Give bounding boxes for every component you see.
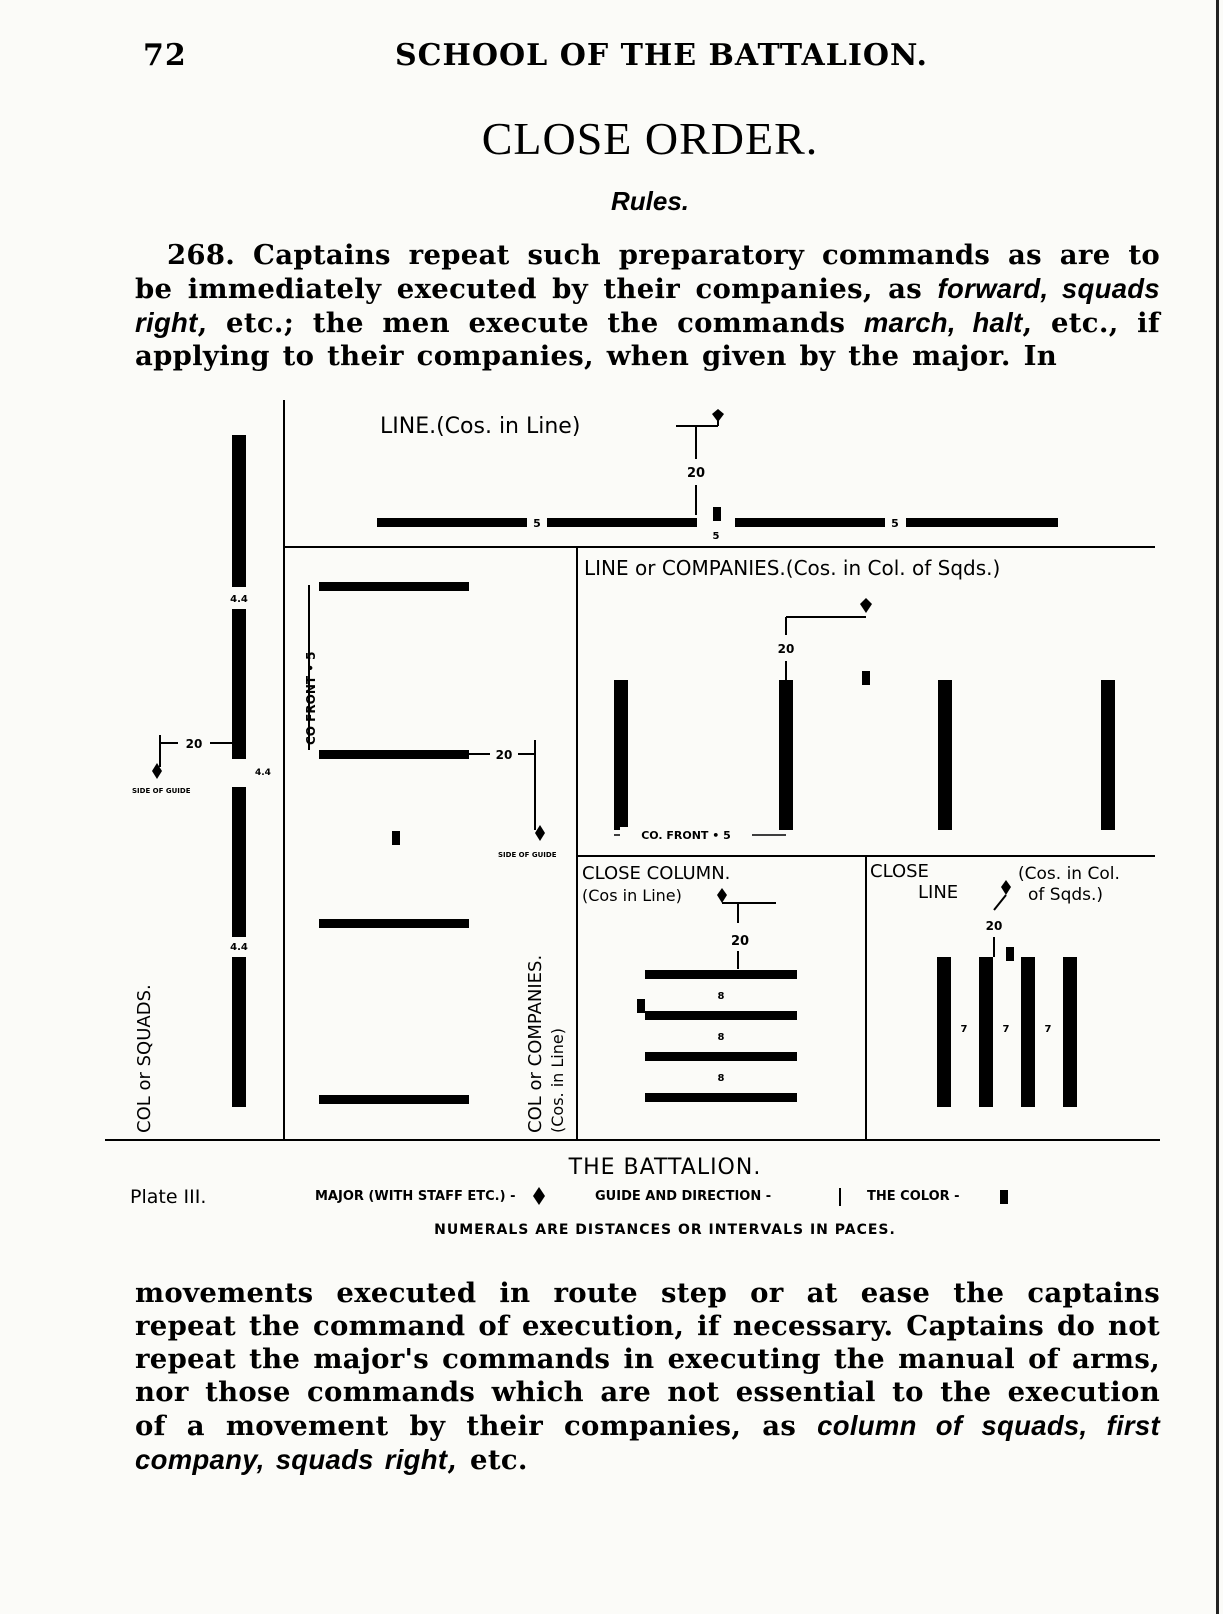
company-bar	[232, 609, 246, 759]
company-bar	[645, 1093, 797, 1102]
figure-note: NUMERALS ARE DISTANCES OR INTERVALS IN PACES.	[434, 1222, 896, 1238]
distance-label: 8	[717, 991, 725, 1002]
battalion-diagram	[100, 395, 1170, 1155]
company-bar	[735, 518, 885, 527]
distance-label: 4.4	[230, 942, 248, 953]
formation-label: LINE	[918, 882, 959, 903]
interval-label: 7	[960, 1024, 968, 1035]
major-icon	[1001, 880, 1011, 895]
page-header	[0, 34, 1223, 84]
figure-caption-title: THE BATTALION.	[568, 1155, 762, 1180]
plate-number: Plate III.	[130, 1186, 207, 1208]
legend-color: THE COLOR -	[867, 1189, 960, 1204]
major-icon	[860, 598, 872, 613]
formation-label: CLOSE COLUMN.	[582, 863, 731, 884]
company-bar	[614, 680, 628, 830]
co-front-label: CO. FRONT • 5	[641, 829, 731, 842]
formation-label: LINE or COMPANIES.(Cos. in Col. of Sqds.)	[584, 556, 1001, 580]
legend-major: MAJOR (WITH STAFF ETC.) -	[315, 1189, 516, 1204]
color-icon	[1006, 947, 1014, 961]
company-bar	[547, 518, 697, 527]
company-bar	[906, 518, 1058, 527]
line-of-companies	[584, 556, 1115, 842]
interval-label: 7	[1044, 1024, 1052, 1035]
paragraph-text: , etc.	[447, 1444, 528, 1476]
distance-label: 20	[185, 737, 203, 751]
paragraph-text: Captains repeat such preparatory commands as are to be immediately executed by their companies, as	[135, 239, 1160, 305]
company-bar	[938, 680, 952, 830]
company-bar	[319, 919, 469, 928]
company-bar	[937, 957, 951, 1107]
major-icon	[717, 888, 727, 903]
color-icon	[998, 1187, 1010, 1207]
close-column	[582, 863, 797, 1102]
running-head: SCHOOL OF THE BATTALION.	[395, 38, 928, 73]
company-bar	[1063, 957, 1077, 1107]
company-bar	[377, 518, 527, 527]
paragraph-italic: march, halt	[863, 307, 1023, 338]
paragraph-number: 268.	[167, 239, 236, 271]
color-icon	[637, 999, 645, 1013]
company-bar	[319, 582, 469, 591]
formation-label: CLOSE	[870, 861, 929, 882]
battalion-plate-figure	[100, 395, 1170, 1155]
figure-legend	[130, 1186, 1130, 1216]
color-icon	[392, 831, 400, 845]
paragraph-text: movements executed in route step or at ease the captains repeat the command of execution, if necessary. Captains do not repeat the major's commands in executing the manual of arms, nor those commands which are not essential to the execution of a movement by their companies, as	[135, 1277, 1160, 1442]
company-bar	[1101, 680, 1115, 830]
formation-label: (Cos. in Col.	[1018, 864, 1120, 884]
legend-guide: GUIDE AND DIRECTION -	[595, 1189, 772, 1204]
side-of-guide-label: SIDE OF GUIDE	[132, 787, 191, 795]
interval-label: 5	[891, 517, 899, 530]
major-icon	[532, 1186, 546, 1206]
paragraph-text: , etc., if applying to their companies, when given by the major. In	[135, 307, 1160, 372]
major-icon	[712, 409, 724, 422]
company-bar	[779, 680, 793, 830]
co-front-label: CO FRONT • 5	[304, 651, 318, 745]
distance-label: 20	[777, 642, 795, 656]
distance-label: 20	[495, 748, 513, 762]
color-icon	[713, 507, 721, 521]
line-formation	[377, 409, 1058, 542]
company-bar	[232, 435, 246, 587]
formation-label: COL or COMPANIES.	[525, 954, 546, 1133]
distance-label: 4.4	[255, 768, 271, 778]
paragraph-text: , etc.; the men execute the commands	[197, 307, 864, 339]
company-bar	[645, 1052, 797, 1061]
company-bar	[979, 957, 993, 1107]
company-bar	[232, 787, 246, 937]
paragraph-268	[135, 239, 1160, 373]
formation-label: (Cos. in Line)	[548, 1028, 567, 1133]
column-of-companies	[304, 582, 567, 1133]
guide-icon	[836, 1187, 844, 1207]
company-bar	[645, 970, 797, 979]
side-of-guide-label: SIDE OF GUIDE	[498, 851, 557, 859]
interval-label: 5	[712, 531, 720, 542]
formation-label: of Sqds.)	[1028, 885, 1104, 905]
paragraph-continued	[135, 1277, 1160, 1477]
distance-label: 20	[985, 919, 1003, 933]
section-subtitle: Rules.	[610, 186, 690, 216]
page-number: 72	[143, 38, 187, 73]
distance-label: 4.4	[230, 594, 248, 605]
company-bar	[1021, 957, 1035, 1107]
paragraph-italic: forward, squads right	[135, 273, 1161, 338]
formation-label: LINE.(Cos. in Line)	[380, 414, 581, 439]
formation-label: COL or SQUADS.	[134, 984, 155, 1133]
color-icon	[862, 671, 870, 685]
paragraph-italic: column of squads, first company, squads right	[135, 1410, 1160, 1475]
column-of-squads	[132, 435, 271, 1133]
company-bar	[319, 1095, 469, 1104]
major-icon	[535, 825, 545, 841]
company-bar	[232, 957, 246, 1107]
distance-label: 20	[730, 934, 750, 949]
company-bar	[319, 750, 469, 759]
distance-label: 8	[717, 1032, 725, 1043]
formation-label: (Cos in Line)	[582, 886, 682, 905]
interval-label: 5	[533, 517, 541, 530]
section-title: CLOSE ORDER.	[481, 113, 819, 164]
close-line	[870, 861, 1120, 1107]
page-edge	[1216, 0, 1219, 1614]
interval-label: 7	[1002, 1024, 1010, 1035]
distance-label: 8	[717, 1073, 725, 1084]
distance-label: 20	[686, 466, 706, 481]
company-bar	[645, 1011, 797, 1020]
